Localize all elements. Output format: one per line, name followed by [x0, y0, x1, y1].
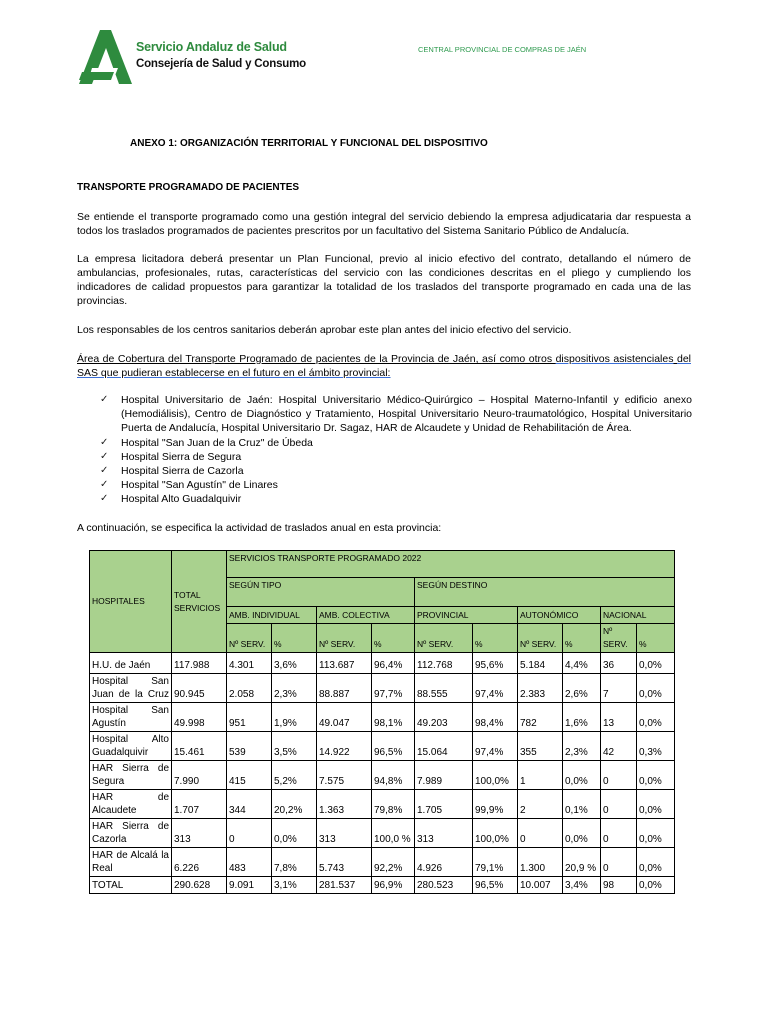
table-cell: 42 [601, 732, 637, 761]
table-cell: 20,2% [272, 790, 317, 819]
table-cell: 96,5% [473, 877, 518, 894]
table-row [90, 653, 675, 674]
table-cell: 7 [601, 674, 637, 703]
table-cell: 98 [601, 877, 637, 894]
table-cell: 94,8% [372, 761, 415, 790]
table-cell: 951 [227, 703, 272, 732]
table-cell: 0,0% [637, 848, 675, 877]
annex-title: ANEXO 1: ORGANIZACIÓN TERRITORIAL Y FUNCIONAL DEL DISPOSITIVO [130, 138, 488, 149]
table-cell: 113.687 [317, 653, 372, 674]
table-cell: 0 [601, 790, 637, 819]
table-cell: 79,8% [372, 790, 415, 819]
table-cell: 15.064 [415, 732, 473, 761]
list-item: ✓ Hospital "San Juan de la Cruz" de Úbeda [100, 436, 313, 449]
segun-tipo-header: SEGÚN TIPO [227, 578, 415, 607]
table-cell: 2,6% [563, 674, 601, 703]
pct-header: % [372, 624, 415, 653]
table-cell: 0,0% [637, 819, 675, 848]
nacional-header: NACIONAL [601, 607, 675, 624]
table-cell: 0,0% [637, 761, 675, 790]
table-cell: 0,0% [637, 877, 675, 894]
table-cell: 97,7% [372, 674, 415, 703]
table-cell: 7.989 [415, 761, 473, 790]
table-cell: 3,6% [272, 653, 317, 674]
table-cell: 95,6% [473, 653, 518, 674]
table-cell: 1 [518, 761, 563, 790]
hospital-name-cell: Hospital San Juan de la Cruz [90, 674, 172, 703]
check-icon: ✓ [100, 479, 109, 491]
table-cell: 98,4% [473, 703, 518, 732]
table-cell: 2.058 [227, 674, 272, 703]
autonomico-header: AUTONÓMICO [518, 607, 601, 624]
table-cell: 483 [227, 848, 272, 877]
table-cell: 1.705 [415, 790, 473, 819]
table-cell: 0,0% [272, 819, 317, 848]
table-row [90, 761, 675, 790]
table-cell: 2,3% [563, 732, 601, 761]
check-icon: ✓ [100, 493, 109, 505]
table-cell: 0 [601, 819, 637, 848]
table-row [90, 819, 675, 848]
list-item: ✓ Hospital Sierra de Segura [100, 450, 242, 463]
table-cell: 2.383 [518, 674, 563, 703]
table-cell: 100,0% [473, 819, 518, 848]
table-cell: 5,2% [272, 761, 317, 790]
hospital-name-cell: H.U. de Jaén [90, 653, 172, 674]
table-cell: 0 [518, 819, 563, 848]
table-cell: 313 [415, 819, 473, 848]
pct-header: % [272, 624, 317, 653]
table-cell: 1.363 [317, 790, 372, 819]
table-cell: 2 [518, 790, 563, 819]
coverage-heading-link-2: del SAS que pudieran establecerse en el futuro en el ámbito provincial: [77, 353, 691, 379]
table-cell: 90.945 [172, 674, 227, 703]
list-item: ✓ Hospital Universitario de Jaén: Hospital Universitario Médico-Quirúrgico – Hospital Materno-Infantil y edificio anexo (Hemodiálisis), Centro de Diagnóstico y Tratamiento, Hospital Universitario Neuro-traumatológico, Hospital Universitario Puerta de Andalucía, Hospital Universitario Dr. Sagaz, HAR de Alcaudete y Unidad de Rehabilitación de Área. [100, 394, 692, 435]
org-name: Servicio Andaluz de Salud [136, 40, 287, 54]
hospital-name-cell: HAR Sierra de Segura [90, 761, 172, 790]
table-cell: 5.184 [518, 653, 563, 674]
check-icon: ✓ [100, 465, 109, 477]
table-cell: 97,4% [473, 732, 518, 761]
table-cell: 0,3% [637, 732, 675, 761]
table-cell: 1,6% [563, 703, 601, 732]
table-cell: 4.301 [227, 653, 272, 674]
table-cell: 7,8% [272, 848, 317, 877]
pct-header: % [563, 624, 601, 653]
hospital-name-cell: TOTAL [90, 877, 172, 894]
table-row [90, 790, 675, 819]
table-cell: 782 [518, 703, 563, 732]
amb-colectiva-header: AMB. COLECTIVA [317, 607, 415, 624]
org-subtitle: Consejería de Salud y Consumo [136, 58, 306, 70]
check-icon: ✓ [100, 436, 109, 448]
table-cell: 4.926 [415, 848, 473, 877]
table-cell: 9.091 [227, 877, 272, 894]
transport-table [89, 550, 675, 894]
table-cell: 88.887 [317, 674, 372, 703]
nserv-header: Nº SERV. [317, 624, 372, 653]
nserv-header: Nº SERV. [518, 624, 563, 653]
table-cell: 10.007 [518, 877, 563, 894]
table-row [90, 848, 675, 877]
list-item: ✓ Hospital "San Agustín" de Linares [100, 479, 278, 492]
table-cell: 0,0% [563, 761, 601, 790]
section-title: TRANSPORTE PROGRAMADO DE PACIENTES [77, 182, 300, 193]
table-cell: 355 [518, 732, 563, 761]
check-icon: ✓ [100, 394, 109, 405]
table-cell: 1.707 [172, 790, 227, 819]
paragraph-1: Se entiende el transporte programado como una gestión integral del servicio debiendo la empresa adjudicataria dar respuesta a todos los traslados programados de pacientes prescritos por un facultativo del Sistema Sanitario Público de Andalucía. [77, 211, 691, 237]
table-cell: 7.990 [172, 761, 227, 790]
table-cell: 98,1% [372, 703, 415, 732]
group-header: SERVICIOS TRANSPORTE PROGRAMADO 2022 [227, 551, 675, 578]
sas-logo-icon [78, 28, 132, 86]
table-cell: 100,0% [473, 761, 518, 790]
table-cell: 13 [601, 703, 637, 732]
check-icon: ✓ [100, 450, 109, 462]
table-cell: 6.226 [172, 848, 227, 877]
paragraph-2: La empresa licitadora deberá presentar un Plan Funcional, previo al inicio efectivo del contrato, detallando el número de ambulancias, profesionales, rutas, características del servicio con las condiciones descritas en el pliego y cumpliendo los indicadores de calidad propuestos para garantizar la totalidad de los traslados del transporte programado en cada una de las provincias. [77, 253, 691, 307]
hospital-name-cell: HAR de Alcalá la Real [90, 848, 172, 877]
table-cell: 0,0% [637, 790, 675, 819]
table-intro: A continuación, se especifica la actividad de traslados anual en esta provincia: [77, 522, 442, 534]
table-cell: 0 [601, 848, 637, 877]
nserv-header: Nº SERV. [601, 624, 637, 653]
table-row [90, 703, 675, 732]
hospital-name-cell: Hospital San Agustín [90, 703, 172, 732]
coverage-heading [77, 352, 691, 380]
table-cell: 415 [227, 761, 272, 790]
table-cell: 0,0% [563, 819, 601, 848]
col-total: TOTAL SERVICIOS [172, 551, 227, 653]
table-cell: 99,9% [473, 790, 518, 819]
hospital-list [100, 393, 692, 507]
table-cell: 97,4% [473, 674, 518, 703]
nserv-header: Nº SERV. [415, 624, 473, 653]
table-cell: 92,2% [372, 848, 415, 877]
table-row [90, 674, 675, 703]
table-cell: 117.988 [172, 653, 227, 674]
pct-header: % [637, 624, 675, 653]
table-cell: 49.047 [317, 703, 372, 732]
table-body [90, 653, 675, 894]
segun-destino-header: SEGÚN DESTINO [415, 578, 675, 607]
table-cell: 0,1% [563, 790, 601, 819]
table-cell: 280.523 [415, 877, 473, 894]
table-cell: 36 [601, 653, 637, 674]
table-cell: 539 [227, 732, 272, 761]
table-cell: 3,1% [272, 877, 317, 894]
table-cell: 0,0% [637, 674, 675, 703]
list-item: ✓ Hospital Sierra de Cazorla [100, 465, 244, 478]
table-cell: 2,3% [272, 674, 317, 703]
hospital-name-cell: HAR de Alcaudete [90, 790, 172, 819]
list-item: ✓ Hospital Alto Guadalquivir [100, 493, 242, 506]
table-cell: 49.203 [415, 703, 473, 732]
col-hospitales: HOSPITALES [90, 551, 172, 653]
table-row [90, 732, 675, 761]
table-cell: 96,5% [372, 732, 415, 761]
table-cell: 0,0% [637, 703, 675, 732]
table-cell: 112.768 [415, 653, 473, 674]
table-cell: 1,9% [272, 703, 317, 732]
table-cell: 1.300 [518, 848, 563, 877]
central-label: CENTRAL PROVINCIAL DE COMPRAS DE JAÉN [418, 45, 587, 54]
pct-header: % [473, 624, 518, 653]
provincial-header: PROVINCIAL [415, 607, 518, 624]
table-cell: 88.555 [415, 674, 473, 703]
hospital-name-cell: HAR Sierra de Cazorla [90, 819, 172, 848]
amb-individual-header: AMB. INDIVIDUAL [227, 607, 317, 624]
coverage-heading-part: Área de Cobertura del Transporte Programado de pacientes de la Provincia de Jaén, así como otros [77, 353, 556, 365]
table-cell: 79,1% [473, 848, 518, 877]
table-cell: 15.461 [172, 732, 227, 761]
table-cell: 344 [227, 790, 272, 819]
table-row [90, 877, 675, 894]
table-cell: 313 [172, 819, 227, 848]
table-cell: 49.998 [172, 703, 227, 732]
nserv-header: Nº SERV. [227, 624, 272, 653]
table-cell: 7.575 [317, 761, 372, 790]
paragraph-3: Los responsables de los centros sanitarios deberán aprobar este plan antes del inicio efectivo del servicio. [77, 324, 572, 336]
table-cell: 3,5% [272, 732, 317, 761]
table-cell: 281.537 [317, 877, 372, 894]
table-cell: 14.922 [317, 732, 372, 761]
table-cell: 4,4% [563, 653, 601, 674]
table-cell: 290.628 [172, 877, 227, 894]
table-cell: 5.743 [317, 848, 372, 877]
coverage-heading-link: dispositivos asistenciales [555, 353, 674, 365]
table-cell: 0 [601, 761, 637, 790]
table-cell: 0,0% [637, 653, 675, 674]
table-cell: 20,9 % [563, 848, 601, 877]
table-cell: 0 [227, 819, 272, 848]
table-cell: 3,4% [563, 877, 601, 894]
table-cell: 96,9% [372, 877, 415, 894]
hospital-name-cell: Hospital Alto Guadalquivir [90, 732, 172, 761]
table-cell: 313 [317, 819, 372, 848]
table-cell: 100,0 % [372, 819, 415, 848]
table-cell: 96,4% [372, 653, 415, 674]
